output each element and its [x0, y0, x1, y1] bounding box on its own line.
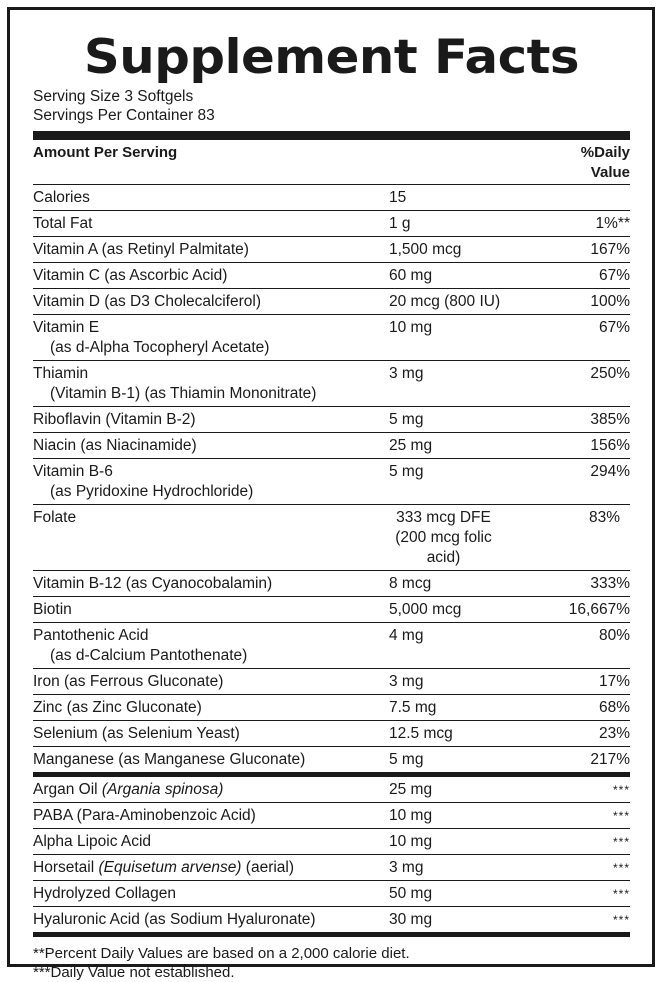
servings-per-container: Servings Per Container 83: [33, 107, 215, 124]
bottom-divider: [33, 932, 630, 937]
nutrient-name: [33, 574, 383, 594]
nutrient-amount-sub: (200 mcg folic acid): [395, 529, 492, 566]
not-established-mark: ***: [612, 809, 630, 823]
nutrient-name-main: Vitamin D (as D3 Cholecalciferol): [33, 293, 261, 310]
nutrient-name-main: Vitamin A (as Retinyl Palmitate): [33, 241, 249, 258]
nutrient-amount: [383, 750, 540, 770]
nutrient-amount: [383, 626, 540, 666]
nutrient-name: [33, 410, 383, 430]
nutrient-name-main: Vitamin E: [33, 319, 100, 336]
thick-divider: [33, 131, 630, 140]
not-established-mark: ***: [612, 887, 630, 901]
nutrient-row: [33, 237, 630, 263]
other-ingredients-list: [33, 777, 630, 932]
nutrient-amount-main: 60 mg: [389, 267, 433, 284]
nutrient-amount-main: 10 mg: [389, 319, 433, 336]
serving-size: Serving Size 3 Softgels: [33, 88, 194, 105]
ingredient-latin-name: (Argania spinosa): [101, 781, 224, 798]
amount-header: Amount Per Serving: [33, 144, 178, 161]
ingredient-name: Alpha Lipoic Acid: [33, 833, 152, 850]
nutrient-name-main: Vitamin C (as Ascorbic Acid): [33, 267, 228, 284]
nutrient-amount-main: 25 mg: [389, 437, 433, 454]
ingredient-amount: 50 mg: [389, 885, 433, 902]
nutrient-name-main: Biotin: [33, 601, 72, 618]
ingredient-name: Argan Oil (Argania spinosa): [33, 781, 224, 798]
nutrient-amount: [383, 574, 540, 594]
total-fat-dv: 1%**: [595, 215, 630, 232]
nutrient-name: [33, 750, 383, 770]
nutrient-name-main: Manganese (as Manganese Gluconate): [33, 751, 306, 768]
footnote-not-established: ***Daily Value not established.: [33, 964, 235, 981]
nutrient-name: [33, 318, 383, 358]
nutrient-name: [33, 436, 383, 456]
nutrient-name-sub: (as d-Alpha Tocopheryl Acetate): [50, 339, 270, 356]
nutrient-name: [33, 698, 383, 718]
ingredient-amount: 30 mg: [389, 911, 433, 928]
nutrient-name: [33, 462, 383, 502]
nutrient-row: [33, 721, 630, 747]
nutrient-dv: 83%: [588, 509, 620, 526]
nutrient-dv: 250%: [590, 365, 630, 382]
nutrient-row: [33, 433, 630, 459]
nutrient-name: [33, 724, 383, 744]
ingredient-dv: [540, 910, 630, 930]
total-fat-row: [33, 211, 630, 237]
nutrient-name-main: Folate: [33, 509, 77, 526]
nutrient-amount: [383, 364, 540, 404]
nutrient-name: [33, 626, 383, 666]
nutrient-row: [33, 623, 630, 669]
dv-header: %Daily Value: [580, 144, 630, 181]
nutrient-dv: 294%: [590, 463, 630, 480]
nutrient-name-main: Riboflavin (Vitamin B-2): [33, 411, 196, 428]
nutrient-amount-main: 5 mg: [389, 751, 424, 768]
nutrient-dv: 68%: [598, 699, 630, 716]
vitamin-list: [33, 237, 630, 772]
nutrient-dv: 67%: [598, 267, 630, 284]
nutrient-row: [33, 695, 630, 721]
nutrient-amount: [383, 410, 540, 430]
ingredient-amount: 10 mg: [389, 833, 433, 850]
nutrient-dv: 80%: [598, 627, 630, 644]
not-established-mark: ***: [612, 783, 630, 797]
nutrient-dv: 100%: [590, 293, 630, 310]
ingredient-amount: 3 mg: [389, 859, 424, 876]
nutrient-dv: 23%: [598, 725, 630, 742]
nutrient-amount: [383, 462, 540, 502]
nutrient-amount: [383, 436, 540, 456]
ingredient-dv: [540, 832, 630, 852]
footnote-dv: **Percent Daily Values are based on a 2,000 calorie diet.: [33, 945, 410, 962]
ingredient-row: [33, 907, 630, 932]
nutrient-amount-main: 8 mcg: [389, 575, 432, 592]
nutrient-name: [33, 600, 383, 620]
supplement-facts-panel: [7, 7, 655, 981]
nutrient-amount: [383, 318, 540, 358]
nutrient-name-main: Iron (as Ferrous Gluconate): [33, 673, 224, 690]
ingredient-name: Hyaluronic Acid (as Sodium Hyaluronate): [33, 911, 316, 928]
nutrient-row: [33, 315, 630, 361]
nutrient-row: [33, 571, 630, 597]
nutrient-dv: 156%: [590, 437, 630, 454]
ingredient-dv: [540, 806, 630, 826]
ingredient-dv: [540, 780, 630, 800]
calories-value: 15: [389, 189, 407, 206]
ingredient-name: Hydrolyzed Collagen: [33, 885, 177, 902]
nutrient-amount-main: 12.5 mcg: [389, 725, 453, 742]
nutrient-name-main: Pantothenic Acid: [33, 627, 149, 644]
ingredient-amount: 10 mg: [389, 807, 433, 824]
nutrient-name-sub: (as Pyridoxine Hydrochloride): [50, 483, 254, 500]
ingredient-amount: 25 mg: [389, 781, 433, 798]
ingredient-row: [33, 803, 630, 829]
nutrient-name-main: Zinc (as Zinc Gluconate): [33, 699, 202, 716]
nutrient-row: [33, 263, 630, 289]
nutrient-dv: 333%: [590, 575, 630, 592]
panel-title: Supplement Facts: [83, 30, 580, 85]
ingredient-row: [33, 777, 630, 803]
nutrient-dv: 217%: [590, 751, 630, 768]
nutrient-amount-main: 4 mg: [389, 627, 424, 644]
nutrient-name-main: Niacin (as Niacinamide): [33, 437, 197, 454]
nutrient-name-sub: (as d-Calcium Pantothenate): [50, 647, 248, 664]
nutrient-amount-main: 1,500 mcg: [389, 241, 462, 258]
nutrient-row: [33, 361, 630, 407]
nutrient-amount: [383, 292, 540, 312]
nutrient-name-sub: (Vitamin B-1) (as Thiamin Mononitrate): [50, 385, 317, 402]
nutrient-row: [33, 459, 630, 505]
nutrient-dv: 167%: [590, 241, 630, 258]
nutrient-row: [33, 597, 630, 623]
nutrient-amount-main: 20 mcg (800 IU): [389, 293, 501, 310]
nutrient-amount-main: 5,000 mcg: [389, 601, 462, 618]
nutrient-amount-main: 3 mg: [389, 365, 424, 382]
nutrient-dv: 67%: [598, 319, 630, 336]
nutrient-dv: 16,667%: [568, 601, 630, 618]
nutrient-amount: [383, 508, 540, 568]
calories-label: Calories: [33, 189, 90, 206]
nutrient-amount: [383, 600, 540, 620]
ingredient-dv: [540, 884, 630, 904]
total-fat-label: Total Fat: [33, 215, 93, 232]
nutrient-name: [33, 292, 383, 312]
table-header: [33, 140, 630, 185]
nutrient-row: [33, 669, 630, 695]
footnotes: [33, 944, 630, 982]
nutrient-name: [33, 364, 383, 404]
not-established-mark: ***: [612, 861, 630, 875]
nutrient-amount: [383, 266, 540, 286]
total-fat-amount: 1 g: [389, 215, 411, 232]
nutrient-name: [33, 266, 383, 286]
ingredient-row: [33, 855, 630, 881]
nutrient-amount: [383, 698, 540, 718]
nutrient-row: [33, 505, 630, 571]
nutrient-dv: 385%: [590, 411, 630, 428]
nutrient-row: [33, 747, 630, 772]
ingredient-row: [33, 881, 630, 907]
nutrient-amount: [383, 672, 540, 692]
nutrient-amount-main: 5 mg: [389, 463, 424, 480]
nutrient-dv: 17%: [598, 673, 630, 690]
ingredient-latin-name: (Equisetum arvense): [98, 859, 242, 876]
nutrient-amount-main: 7.5 mg: [389, 699, 437, 716]
nutrient-name: [33, 508, 383, 568]
nutrient-row: [33, 289, 630, 315]
nutrient-name-main: Vitamin B-6: [33, 463, 113, 480]
nutrient-name-main: Vitamin B-12 (as Cyanocobalamin): [33, 575, 273, 592]
nutrient-row: [33, 407, 630, 433]
nutrient-name: [33, 240, 383, 260]
nutrient-name-main: Thiamin: [33, 365, 89, 382]
calories-row: [33, 185, 630, 211]
ingredient-name: PABA (Para-Aminobenzoic Acid): [33, 807, 256, 824]
nutrient-amount-main: 5 mg: [389, 411, 424, 428]
nutrient-amount: [383, 240, 540, 260]
nutrient-amount-main: 3 mg: [389, 673, 424, 690]
not-established-mark: ***: [612, 913, 630, 927]
nutrient-name: [33, 672, 383, 692]
nutrient-amount-main: 333 mcg DFE: [396, 509, 491, 526]
nutrient-amount: [383, 724, 540, 744]
nutrient-name-main: Selenium (as Selenium Yeast): [33, 725, 240, 742]
ingredient-name: Horsetail (Equisetum arvense) (aerial): [33, 859, 295, 876]
not-established-mark: ***: [612, 835, 630, 849]
ingredient-row: [33, 829, 630, 855]
ingredient-dv: [540, 858, 630, 878]
serving-info: [33, 87, 630, 125]
